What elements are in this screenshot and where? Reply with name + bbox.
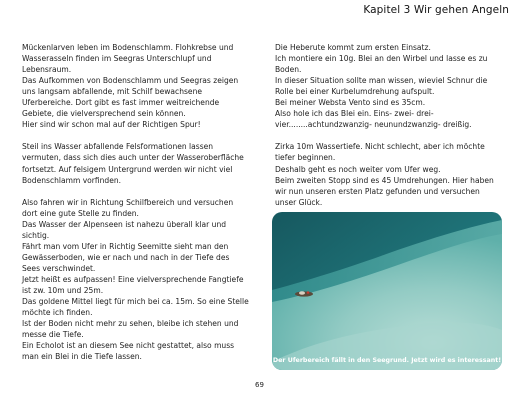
paragraph: Also fahren wir in Richtung Schilfbereich und versuchen dort eine gute Stelle zu finden. Das Wasser der Alpenseen ist nahezu überall klar und sichtig. Fährt man vom Ufer in Richtig Seemitte sieht man den Gewässerboden, wie er nach und nach in der Tiefe des Sees verschwindet. Jetzt heißt es aufpassen! Eine vielversprechende Fangtiefe ist zw. 10m und 25m. Das goldene Mittel liegt für mich bei ca. 15m. So eine Stelle möchte ich finden. Ist der Boden nicht mehr zu sehen, bleibe ich stehen und messe die Tiefe. Ein Echolot ist an diesem See nicht gestattet, also muss man ein Blei in die Tiefe lassen. xyxy=(22,197,249,362)
paragraph: Zirka 10m Wassertiefe. Nicht schlecht, aber ich möchte tiefer beginnen. Deshalb geht es noch weiter vom Ufer weg. Beim zweiten Stopp sind es 45 Umdrehungen. Hier haben wir nun unseren ersten Platz gefunden und versuchen unser Glück. xyxy=(275,142,494,207)
lake-aerial-photo xyxy=(272,212,502,370)
paragraph: Die Heberute kommt zum ersten Einsatz. Ich montiere ein 10g. Blei an den Wirbel und lasse es zu Boden. In dieser Situation sollte man wissen, wieviel Schnur die Rolle bei einer Kurbelumdrehung aufspult. Bei meiner Websta Vento sind es 35cm. Also hole ich das Blei ein. Eins- zwei- drei- vier........achtundzwanzig- neunundzwanzig- dreißig. xyxy=(275,43,488,130)
left-text-column xyxy=(22,42,250,373)
paragraph: Mückenlarven leben im Bodenschlamm. Flohkrebse und Wasserasseln finden im Seegras Unterschlupf und Lebensraum. Das Aufkommen von Bodenschlamm und Seegras zeigen uns langsam abfallende, mit Schilf bewachsene Uferbereiche. Dort gibt es fast immer weitreichende Gebiete, die vielversprechend sein können. Hier sind wir schon mal auf der Richtigen Spur! xyxy=(22,43,239,130)
chapter-title: Kapitel 3 Wir gehen Angeln xyxy=(363,4,509,16)
photo-caption: Der Uferbereich fällt in den Seegrund. Jetzt wird es interessant! xyxy=(272,357,502,364)
page-number: 69 xyxy=(255,381,264,389)
paragraph: Steil ins Wasser abfallende Felsformationen lassen vermuten, dass sich dies auch unter der Wasseroberfläche fortsetzt. Auf felsigem Untergrund werden wir nicht viel Bodenschlamm vorfinden. xyxy=(22,142,244,185)
photo-image xyxy=(272,212,502,370)
right-text-column xyxy=(275,42,503,219)
